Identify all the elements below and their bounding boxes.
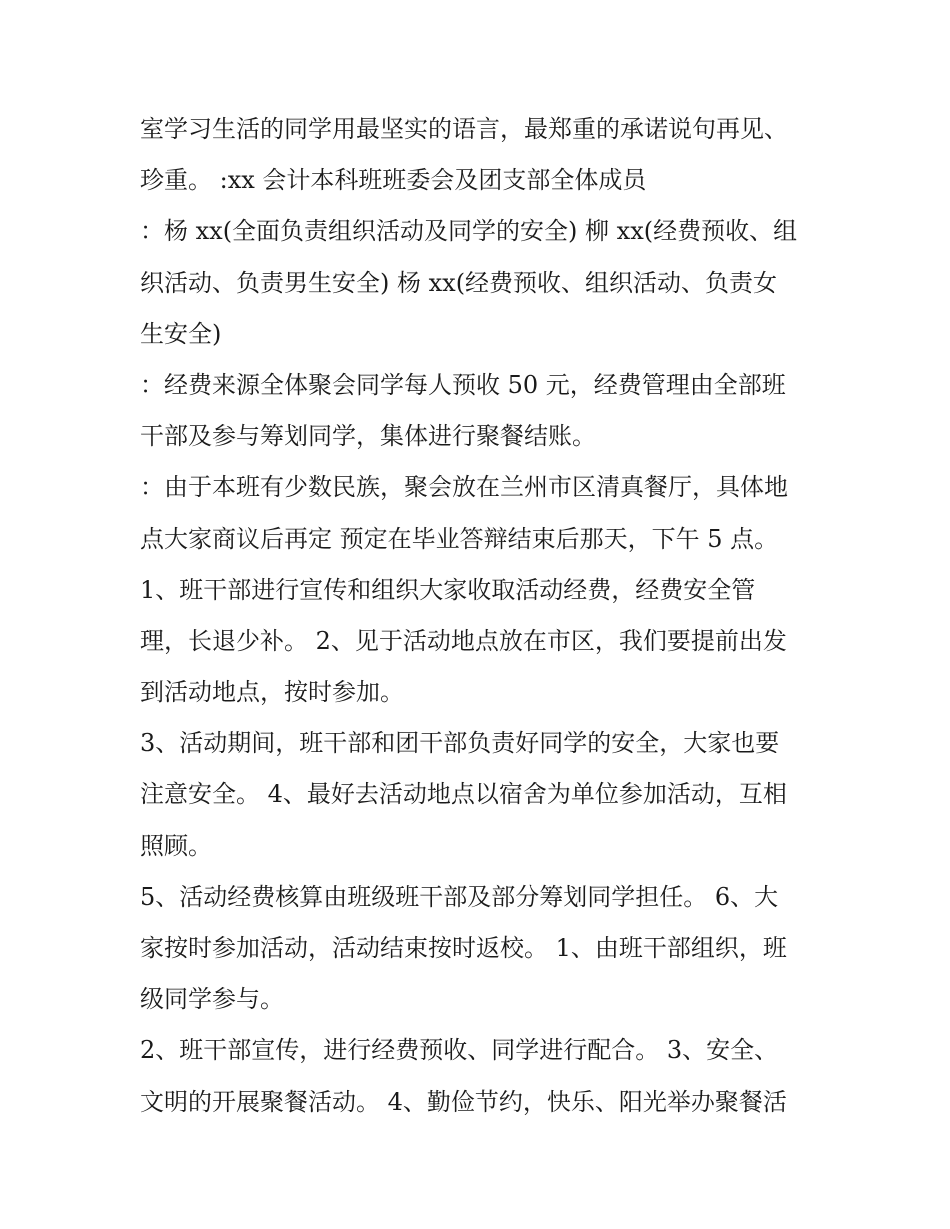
- text-line: 2、班干部宣传，进行经费预收、同学进行配合。 3、安全、: [140, 1036, 779, 1065]
- text-line: 理，长退少补。 2、见于活动地点放在市区，我们要提前出发: [140, 626, 787, 655]
- text-line: 注意安全。 4、最好去活动地点以宿舍为单位参加活动，互相: [140, 780, 787, 809]
- text-line: 照顾。: [140, 831, 212, 860]
- text-line: 家按时参加活动，活动结束按时返校。 1、由班干部组织，班: [140, 934, 787, 962]
- text-line: 级同学参与。: [140, 985, 284, 1014]
- text-line: ：由于本班有少数民族，聚会放在兰州市区清真餐厅，具体地: [140, 473, 788, 502]
- text-line: 织活动、负责男生安全) 杨 xx(经费预收、组织活动、负责女: [140, 268, 778, 297]
- text-line: 生安全): [140, 319, 222, 348]
- text-line: 点大家商议后再定 预定在毕业答辩结束后那天，下午 5 点。: [140, 524, 779, 553]
- text-line: 5、活动经费核算由班级班干部及部分筹划同学担任。 6、大: [140, 882, 779, 911]
- text-line: 珍重。 :xx 会计本科班班委会及团支部全体成员: [140, 166, 647, 195]
- text-line: 文明的开展聚餐活动。 4、勤俭节约，快乐、阳光举办聚餐活: [140, 1087, 787, 1116]
- text-line: ：经费来源全体聚会同学每人预收 50 元，经费管理由全部班: [140, 370, 786, 399]
- text-line: 干部及参与筹划同学，集体进行聚餐结账。: [140, 422, 596, 451]
- body-text: [140, 104, 820, 1128]
- text-line: ：杨 xx(全面负责组织活动及同学的安全) 柳 xx(经费预收、组: [140, 217, 798, 246]
- text-line: 到活动地点，按时参加。: [140, 678, 404, 707]
- text-line: 室学习生活的同学用最坚实的语言，最郑重的承诺说句再见、: [140, 115, 788, 143]
- text-line: 1、班干部进行宣传和组织大家收取活动经费，经费安全管: [140, 575, 756, 604]
- text-line: 3、活动期间，班干部和团干部负责好同学的安全，大家也要: [140, 729, 780, 758]
